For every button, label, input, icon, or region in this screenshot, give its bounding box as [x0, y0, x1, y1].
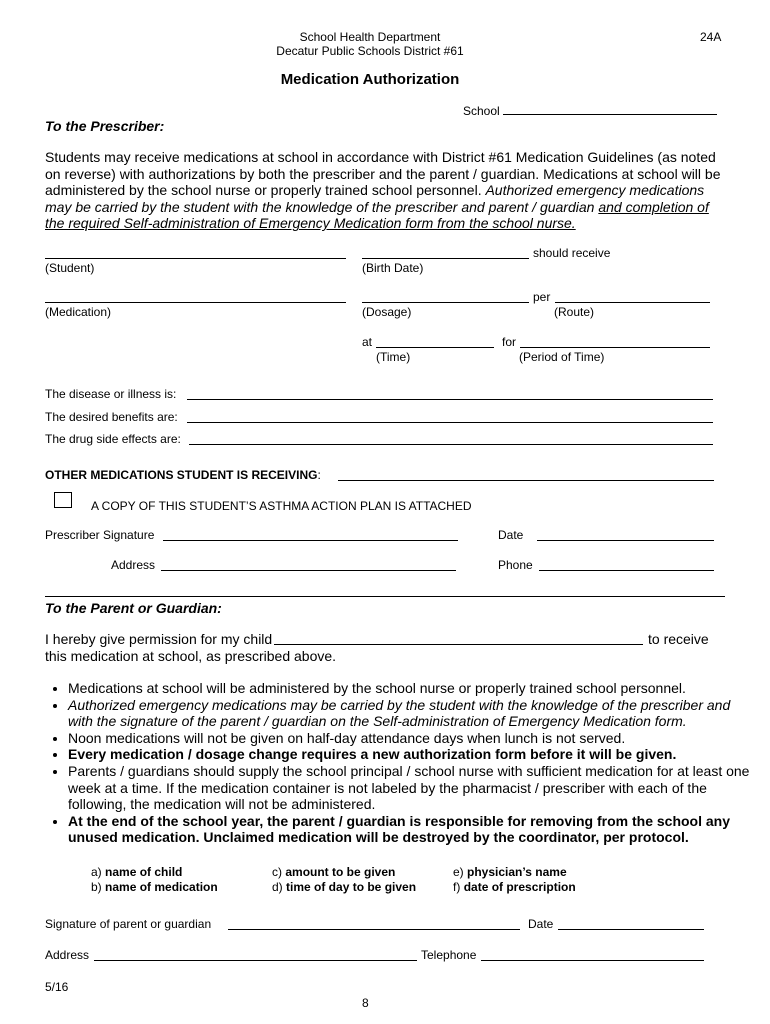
- prescriber-address-input[interactable]: [161, 559, 456, 571]
- district-name: Decatur Public Schools District #61: [276, 44, 464, 58]
- prescriber-signature-label: Prescriber Signature: [45, 528, 155, 542]
- permission-end: to receive: [648, 631, 709, 647]
- list-item: • Noon medications will not be given on half-day attendance days when lunch is not served.: [68, 730, 758, 747]
- period-label: (Period of Time): [519, 350, 605, 364]
- should-receive-text: should receive: [533, 246, 611, 260]
- prescriber-date-input[interactable]: [537, 529, 714, 541]
- parent-heading: To the Parent or Guardian:: [45, 600, 222, 616]
- dosage-input[interactable]: [362, 291, 529, 303]
- prescriber-address-label: Address: [111, 558, 156, 572]
- other-meds-input[interactable]: [338, 469, 714, 481]
- parent-address-label: Address: [45, 948, 90, 962]
- asthma-plan-checkbox[interactable]: [54, 492, 72, 508]
- birth-date-input[interactable]: [362, 247, 529, 259]
- list-item: • Medications at school will be administered by the school nurse or properly trained school personnel.: [68, 680, 758, 697]
- label-item-c: c) amount to be given: [272, 865, 396, 879]
- asthma-plan-label: A COPY OF THIS STUDENT’S ASTHMA ACTION PLAN IS ATTACHED: [91, 499, 472, 513]
- time-input[interactable]: [376, 336, 494, 348]
- list-item: • Every medication / dosage change requires a new authorization form before it will be given.: [68, 746, 758, 763]
- prescriber-signature-input[interactable]: [163, 529, 458, 541]
- prescriber-phone-label: Phone: [498, 558, 533, 572]
- route-label: (Route): [554, 305, 595, 319]
- disease-input[interactable]: [187, 388, 713, 400]
- list-item: • Authorized emergency medications may be carried by the student with the knowledge of the prescriber and with the signature of the parent / guardian on the Self-administration of Emergency Medication form.: [68, 697, 758, 730]
- period-input[interactable]: [520, 336, 710, 348]
- medication-label: (Medication): [45, 305, 112, 319]
- disease-label: The disease or illness is:: [45, 387, 177, 401]
- label-item-b: b) name of medication: [91, 880, 218, 894]
- at-label: at: [362, 335, 373, 349]
- parent-telephone-input[interactable]: [481, 949, 704, 961]
- form-title: Medication Authorization: [280, 71, 460, 88]
- parent-rules-list: [45, 680, 758, 846]
- child-name-input[interactable]: [274, 632, 643, 645]
- prescriber-heading: To the Prescriber:: [45, 118, 165, 134]
- label-item-e: e) physician’s name: [453, 865, 567, 879]
- for-label: for: [502, 335, 517, 349]
- revision-date: 5/16: [45, 980, 69, 994]
- student-label: (Student): [45, 261, 95, 275]
- permission-start: I hereby give permission for my child: [45, 631, 273, 647]
- dosage-label: (Dosage): [362, 305, 412, 319]
- label-item-a: a) name of child: [91, 865, 183, 879]
- parent-signature-label: Signature of parent or guardian: [45, 917, 212, 931]
- department-name: School Health Department: [299, 30, 441, 44]
- per-label: per: [533, 290, 551, 304]
- list-item: • Parents / guardians should supply the school principal / school nurse with sufficient medication for at least one week at a time. If the medication container is not labeled by the pharmacist / prescriber with each of the following, the medication will not be administered.: [68, 763, 758, 813]
- birth-date-label: (Birth Date): [362, 261, 424, 275]
- parent-signature-input[interactable]: [228, 918, 520, 930]
- section-divider: [45, 596, 725, 597]
- benefits-label: The desired benefits are:: [45, 410, 178, 424]
- prescriber-intro: Students may receive medications at school in accordance with District #61 Medication Guidelines (as noted on reverse) with authorizations by both the prescriber and the parent / guardian. Medications at school will be administered by the school nurse or properly trained school personnel. Authorized emergency medications may be carried by the student with the knowledge of the prescriber and parent / guardian and completion of the required Self-administration of Emergency Medication form from the school nurse.: [45, 149, 721, 232]
- page-number: 8: [362, 996, 369, 1010]
- side-effects-input[interactable]: [189, 433, 713, 445]
- parent-date-input[interactable]: [558, 918, 704, 930]
- prescriber-date-label: Date: [498, 528, 524, 542]
- parent-date-label: Date: [528, 917, 554, 931]
- parent-address-input[interactable]: [94, 949, 417, 961]
- school-input[interactable]: [503, 103, 717, 115]
- school-label: School: [463, 104, 500, 118]
- school-field: [463, 103, 717, 118]
- prescriber-phone-input[interactable]: [539, 559, 714, 571]
- list-item: • At the end of the school year, the parent / guardian is responsible for removing from the school any unused medication. Unclaimed medication will be destroyed by the coordinator, per protocol.: [68, 813, 758, 846]
- other-meds-field: OTHER MEDICATIONS STUDENT IS RECEIVING:: [45, 468, 321, 482]
- benefits-input[interactable]: [187, 411, 713, 423]
- parent-telephone-label: Telephone: [421, 948, 477, 962]
- time-label: (Time): [376, 350, 411, 364]
- label-item-f: f) date of prescription: [453, 880, 576, 894]
- medication-input[interactable]: [45, 291, 346, 303]
- side-effects-label: The drug side effects are:: [45, 432, 181, 446]
- label-item-d: d) time of day to be given: [272, 880, 417, 894]
- permission-line2: this medication at school, as prescribed above.: [45, 648, 337, 664]
- student-input[interactable]: [45, 247, 346, 259]
- route-input[interactable]: [555, 291, 710, 303]
- form-code: 24A: [700, 30, 722, 44]
